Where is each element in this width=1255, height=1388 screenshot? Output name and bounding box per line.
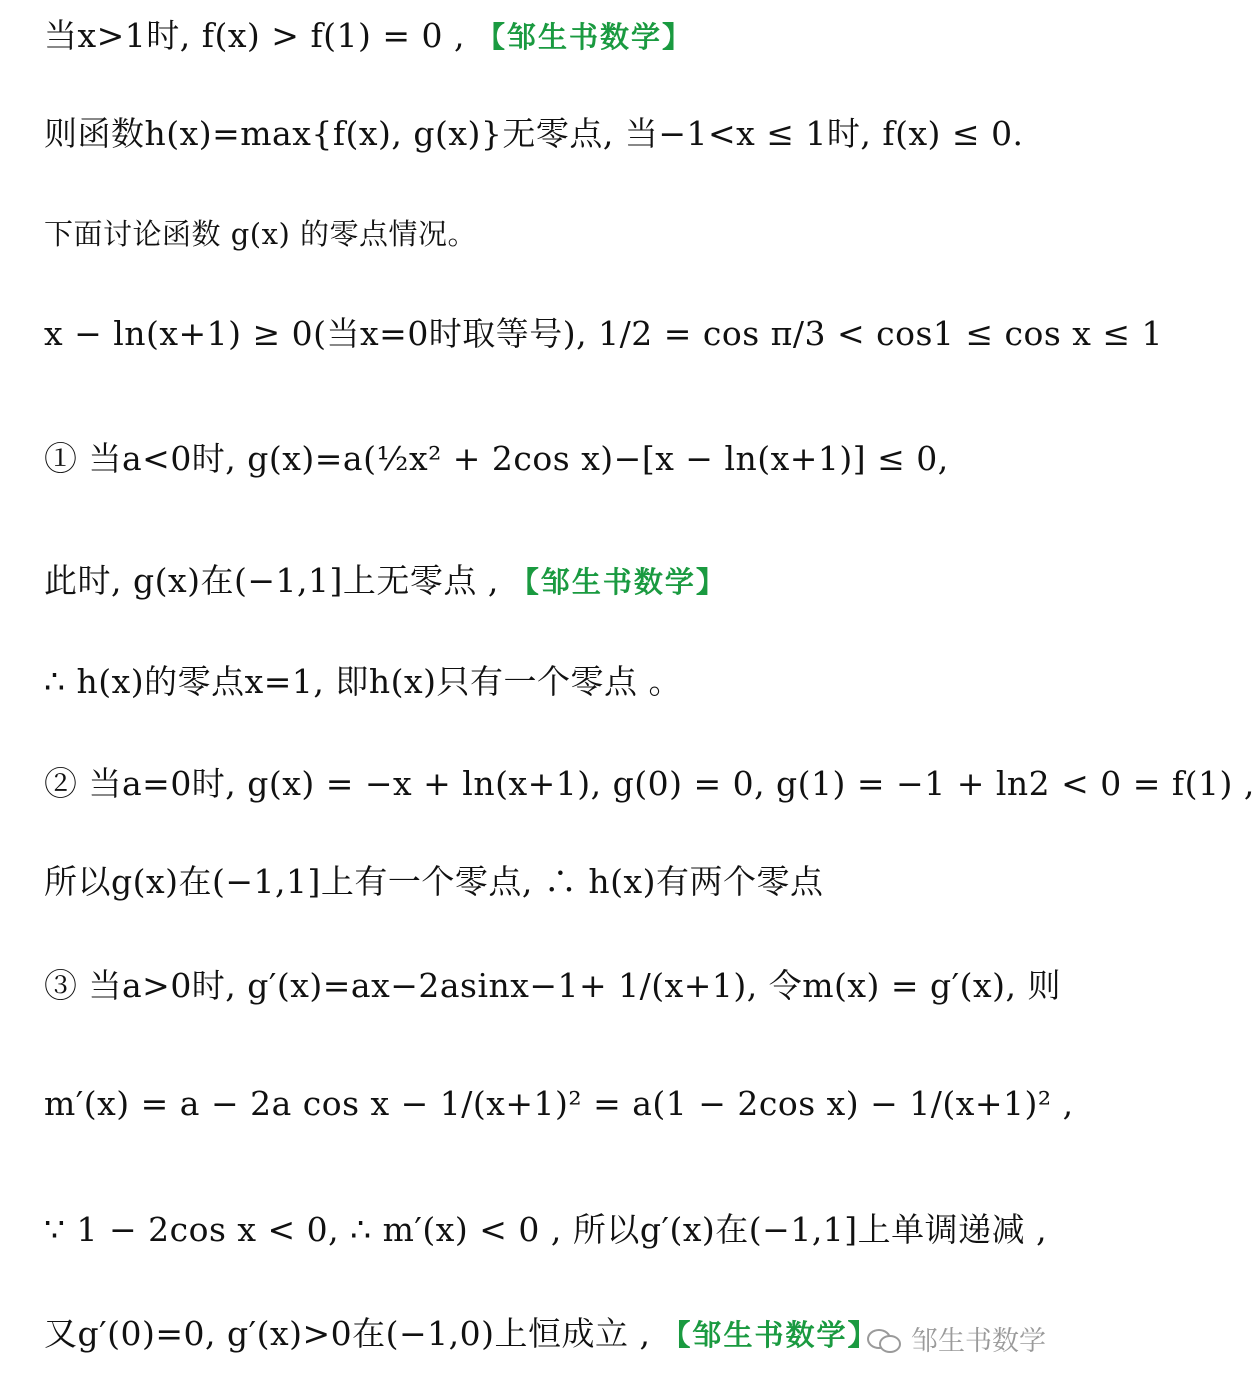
text-line-5: ① 当a<0时, g(x)=a(½x² + 2cos x)−[x − ln(x+1)] ≤ 0, <box>44 439 949 478</box>
text-line-13: 又g′(0)=0, g′(x)>0在(−1,0)上恒成立 , 【邹生书数学】 <box>44 1314 879 1353</box>
watermark-label: 邹生书数学 <box>911 1326 1046 1357</box>
text-line-4: x − ln(x+1) ≥ 0(当x=0时取等号), 1/2 = cos π/3 < cos1 ≤ cos x ≤ 1 <box>44 314 1164 353</box>
text-line-6: 此时, g(x)在(−1,1]上无零点 , 【邹生书数学】 <box>44 561 727 600</box>
text-line-2: 则函数h(x)=max{f(x), g(x)}无零点, 当−1<x ≤ 1时, f(x) ≤ 0. <box>44 114 1024 153</box>
text-line-10: ③ 当a>0时, g′(x)=ax−2asinx−1+ 1/(x+1), 令m(x) = g′(x), 则 <box>44 966 1061 1005</box>
brand-tag: 【邹生书数学】 <box>476 20 694 54</box>
text-line-9: 所以g(x)在(−1,1]上有一个零点, ∴ h(x)有两个零点 <box>44 862 824 901</box>
text-line-7: ∴ h(x)的零点x=1, 即h(x)只有一个零点 。 <box>44 662 682 701</box>
wechat-icon <box>867 1325 901 1353</box>
text-line-11: m′(x) = a − 2a cos x − 1/(x+1)² = a(1 − 2cos x) − 1/(x+1)² , <box>44 1084 1074 1123</box>
watermark <box>867 1319 1046 1358</box>
text-line-3: 下面讨论函数 g(x) 的零点情况。 <box>44 217 477 251</box>
brand-tag: 【邹生书数学】 <box>661 1318 879 1352</box>
text-line-8: ② 当a=0时, g(x) = −x + ln(x+1), g(0) = 0, g(1) = −1 + ln2 < 0 = f(1) , <box>44 764 1255 803</box>
text-line-12: ∵ 1 − 2cos x < 0, ∴ m′(x) < 0 , 所以g′(x)在(−1,1]上单调递减 , <box>44 1210 1048 1249</box>
text-line-1: 当x>1时, f(x) > f(1) = 0 , 【邹生书数学】 <box>44 16 694 55</box>
brand-tag: 【邹生书数学】 <box>509 565 727 599</box>
